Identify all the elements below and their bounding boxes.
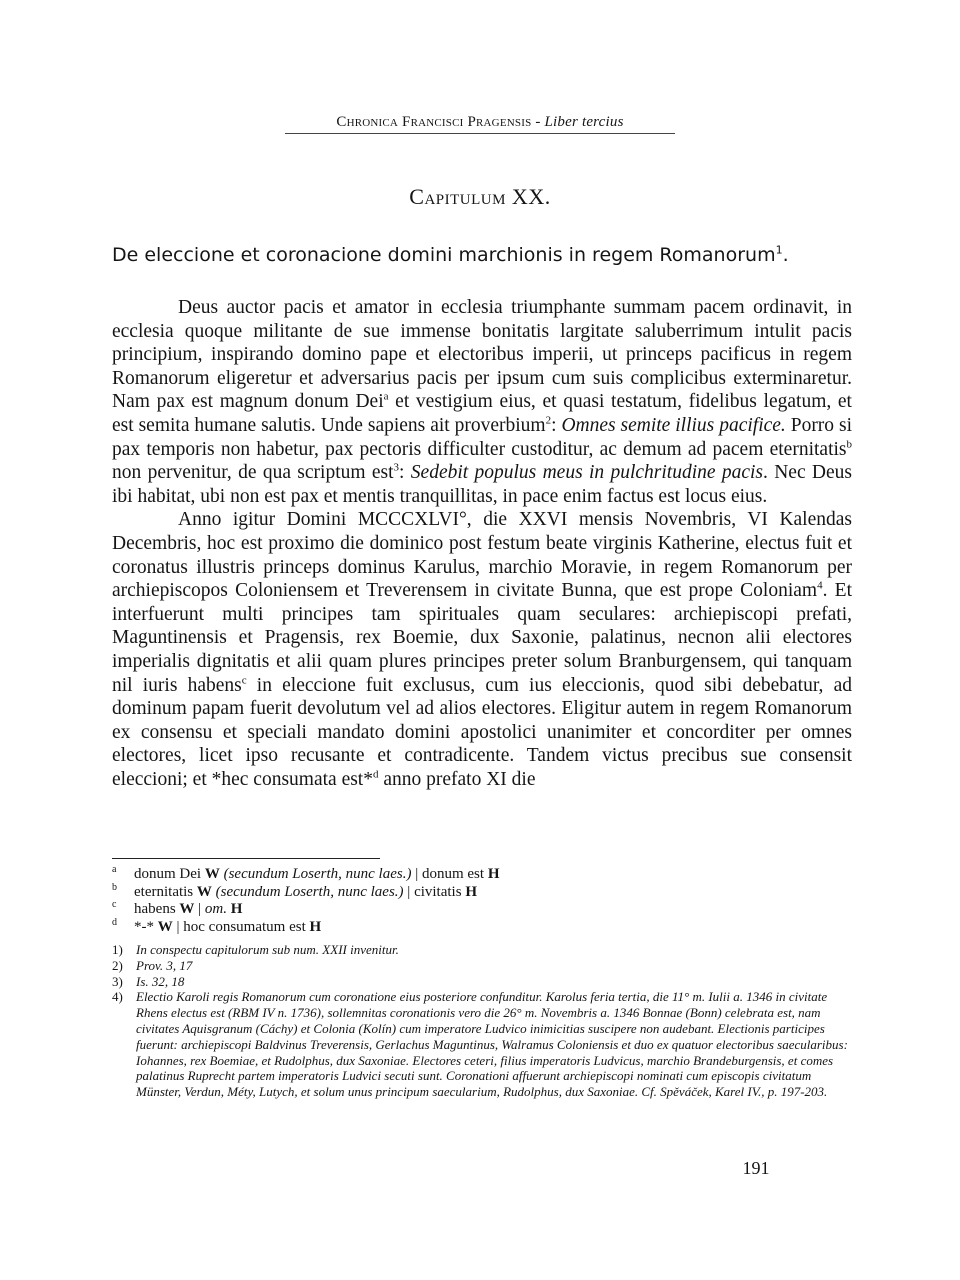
note-comment: (secundum Loserth, nunc laes.) xyxy=(219,866,412,882)
manuscript-siglum: H xyxy=(465,883,477,900)
footnote-number: 4) xyxy=(112,989,123,1005)
critical-note-ref: d xyxy=(372,768,379,781)
text-run: : xyxy=(399,462,411,484)
separator: | xyxy=(411,866,422,882)
text-run: Deus auctor pacis et amator in ecclesia triumphante summam pacem ordinavit, in ecclesia quoque militante de sue immense bonitatis largitate saluberrimum intulit pacis principium, inspirando domino pape et electoribus imperii, ut princeps pacificus in regem Romanorum eligeretur et adversarius pacis per ipsum cum suis complicibus exterminaretur. Nam pax est magnum donum Dei xyxy=(112,297,852,413)
critical-apparatus xyxy=(112,866,852,936)
footnote-ref: 4 xyxy=(817,579,823,592)
paragraph xyxy=(112,296,852,508)
footnote xyxy=(112,974,852,990)
explanatory-notes xyxy=(112,942,852,1100)
critical-note: d *-* W | hoc consumatum est H xyxy=(112,916,322,935)
text-run: anno prefato XI die xyxy=(378,768,536,790)
note-text: *-* xyxy=(134,918,158,935)
quotation: Omnes semite illius pacifice. xyxy=(561,414,786,436)
note-text: habens xyxy=(134,901,180,917)
critical-note-ref: b xyxy=(846,438,852,451)
note-comment: (secundum Loserth, nunc laes.) xyxy=(211,883,404,900)
manuscript-siglum: W xyxy=(179,901,195,917)
text-run: . Et interfuerunt multi principes tam spirituales quam seculares: archiepiscopi prefati, Maguntinensis et Pragensis, rex Boemie, dux Saxonie, palatinus, necnon alii electores imperialis dignitatis et alii quam plures principes preter solum Branburgensem, qui tanquam nil iuris habens xyxy=(112,580,852,696)
footnote-number: 2) xyxy=(112,957,123,973)
chapter-subtitle-text: De eleccione et coronacione domini marchionis in regem Romanorum xyxy=(112,244,776,266)
footnote-number: 3) xyxy=(112,973,123,989)
chapter-title: Capitulum XX. xyxy=(409,184,551,209)
text-run: . Nec Deus ibi habitat, ubi non est pax et mentis tranquillitas, in pace enim factus est locus eius. xyxy=(112,462,853,507)
quotation: Sedebit populus meus in pulchritudine pacis xyxy=(410,462,764,484)
header-title: Chronica Francisci Pragensis - xyxy=(336,114,545,130)
critical-note: b eternitatis W (secundum Loserth, nunc laes.) | civitatis H xyxy=(112,881,477,900)
critical-note: a donum Dei W (secundum Loserth, nunc laes.) | donum est H xyxy=(112,864,500,882)
manuscript-siglum: W xyxy=(204,866,220,882)
separator: | xyxy=(172,918,184,935)
manuscript-siglum: W xyxy=(196,883,212,900)
note-text: civitatis xyxy=(414,883,466,900)
text-run: in eleccione fuit exclusus, cum ius eleccionis, quod sibi debebatur, ad dominum papam fuerit devolutum vel ad alios electores. Eligitur autem in regem Romanorum ex consensu et speciali mandato domini apostolici unanimiter et concorditer per omnes electores, licet ipso recusante et contradicente. Tandem victus precibus sue consensit eleccioni; et *hec consumata est* xyxy=(112,674,852,790)
text-run: Porro si pax temporis non habetur, pax pectoris difficulter custoditur, ac demum ad pacem eternitatis xyxy=(112,414,852,460)
footnote-text: In conspectu capitulorum sub num. XXII invenitur. xyxy=(136,942,399,957)
note-text: eternitatis xyxy=(134,883,197,900)
footnote-text: Prov. 3, 17 xyxy=(136,957,193,973)
footnote-text: Is. 32, 18 xyxy=(136,973,185,989)
footnote-divider xyxy=(112,858,380,859)
note-text: om. xyxy=(204,901,228,917)
critical-note-ref: a xyxy=(383,390,389,403)
note-text: donum est xyxy=(421,866,488,882)
text-run: : xyxy=(551,414,562,436)
critical-note: c habens W | om. H xyxy=(112,899,243,917)
footnote xyxy=(112,989,852,1100)
note-text: hoc consumatum est xyxy=(183,918,310,935)
separator: | xyxy=(403,883,415,900)
manuscript-siglum: H xyxy=(309,918,322,935)
footnote-number: 1) xyxy=(112,942,123,957)
footnote-ref: 2 xyxy=(545,414,552,427)
header-book: Liber tercius xyxy=(544,114,624,130)
critical-note-ref: c xyxy=(241,674,247,686)
footnote xyxy=(112,942,852,958)
footnote xyxy=(112,958,852,974)
text-run: Anno igitur Domini MCCCXLVI°, die XXVI mensis Novembris, VI Kalendas Decembris, hoc est proximo die dominico post festum beate virginis Katherine, electus fuit et coronatus illustris princeps dominus Karulus, marchio Moravie, in regem Romanorum per archiepiscopos Coloniensem et Treverensem in civitate Bunna, que est prope Coloniam xyxy=(112,509,852,602)
text-run: et vestigium eius, et quasi testatum, fidelibus legatum, et est semita humane salutis. Unde sapiens ait proverbium xyxy=(112,391,852,436)
chapter-subtitle: De eleccione et coronacione domini marchionis in regem Romanorum$^1$. xyxy=(112,243,789,266)
footnote-text: Electio Karoli regis Romanorum cum coronatione eius posteriore confunditur. Karolus feria tertia, die 11° m. Iulii a. 1346 in civitate Rhens electus est (RBM IV n. 1736), sollemnitas coronationis vero die 26° m. Novembris a. 1346 Bonnae (Bonn) celebrata est, nam civitates Aquisgranum (Cáchy) et Colonia (Kolín) cum imperatore Ludvico inimicitias suscipere non audebant. Electionis participes fuerunt: archiepiscopi Baldvinus Treverensis, Gerlachus Maguntinus, Walramus Coloniensis et duo ex quatuor electoribus saecularibus: Iohannes, rex Boemiae, et Rudolphus, dux Saxoniae. Electores ceteri, filius imperatoris Ludvicus, marchio Brandeburgensis, et comes palatinus Ruprecht partem imperatoris Ludvici secuti sunt. Coronationi affuerunt archiepiscopi nominati cum episcopis civitatum Münster, Verdun, Méty, Lutych, et solum unus principum saecularium, Rudolphus, dux Saxoniae. Cf. Spěváček, Karel IV., p. 197-203. xyxy=(136,989,848,1100)
manuscript-siglum: W xyxy=(157,918,173,935)
separator: | xyxy=(194,901,205,917)
manuscript-siglum: H xyxy=(227,901,243,917)
footnote-ref: 1 xyxy=(775,243,783,257)
manuscript-siglum: H xyxy=(487,866,500,882)
page-number: 191 xyxy=(742,1158,770,1178)
footnote-ref: 3 xyxy=(393,461,400,474)
text-run: non pervenitur, de qua scriptum est xyxy=(112,462,394,484)
running-header xyxy=(285,114,675,134)
note-text: donum Dei xyxy=(134,866,205,882)
paragraph xyxy=(112,508,852,791)
body-text xyxy=(112,296,852,791)
